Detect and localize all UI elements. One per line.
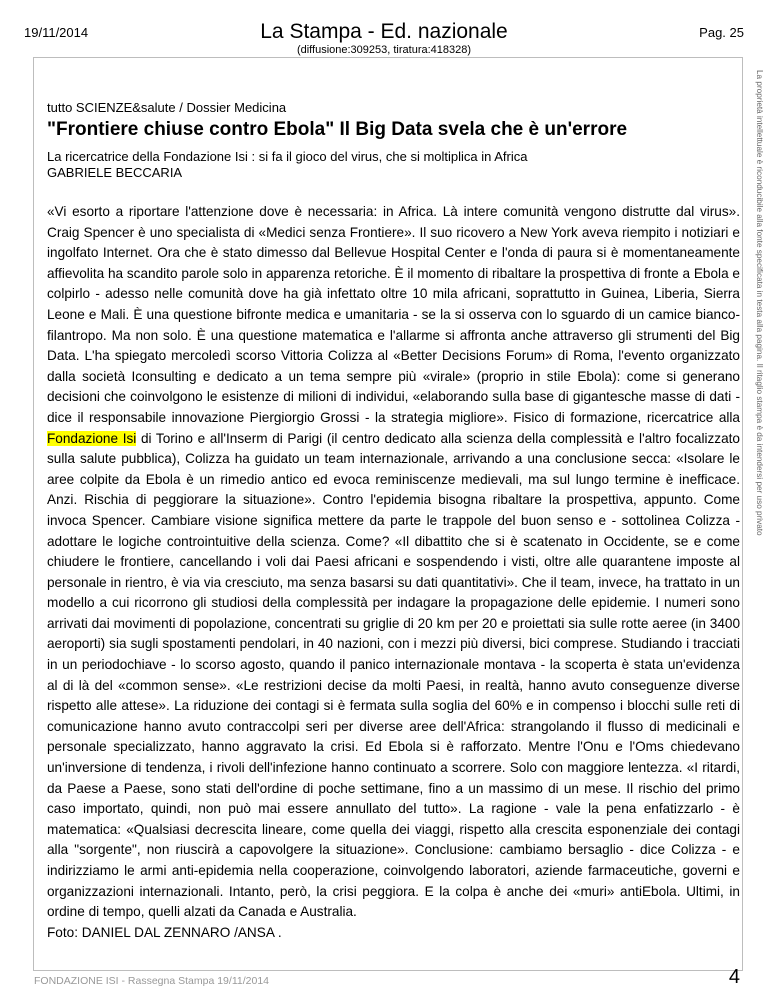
article-body (47, 202, 740, 923)
article-headline: "Frontiere chiuse contro Ebola" Il Big Data svela che è un'errore (47, 119, 628, 140)
circulation-info: (diffusione:309253, tiratura:418328) (296, 44, 472, 56)
copyright-side-note-text: La proprietà intellettuale è riconducibile alla fonte specificata in testa alla pagina. Il ritaglio stampa è da intendersi per uso privato (755, 70, 764, 536)
header-date: 19/11/2014 (24, 25, 89, 40)
photo-credit: Foto: DANIEL DAL ZENNARO /ANSA . (47, 924, 282, 940)
footer-text: FONDAZIONE ISI - Rassegna Stampa 19/11/2014 (34, 975, 269, 987)
page-number: 4 (728, 966, 740, 988)
section-label: tutto SCIENZE&salute / Dossier Medicina (47, 100, 287, 115)
header-page: Pag. 25 (699, 25, 744, 40)
article-author: GABRIELE BECCARIA (47, 165, 183, 180)
body-text-part-1: «Vi esorto a riportare l'attenzione dove è necessaria: in Africa. Là intere comunità vengono distrutte dal virus». Craig Spencer è uno specialista di «Medici senza Frontiere». Il suo ricovero a New York aveva riempito i notiziari e ingolfato Internet. Ora che è stato dimesso dal Bellevue Hospital Center e l'onda di paura si è momentaneamente affievolita ha scandito parole solo in apparenza retoriche. È il momento di ribaltare la prospettiva di fronte a Ebola e colpirlo - adesso nelle comunità dove ha già infettato oltre 10 mila africani, soprattutto in Guinea, Liberia, Sierra Leone e Mali. È una questione bifronte medica e umanitaria - se la si osserva con lo sguardo di un camice bianco-filantropo. Ma non solo. È una questione matematica e l'allarme si affronta anche attraverso gli strumenti del Big Data. L'ha spiegato mercoledì scorso Vittoria Colizza al «Better Decisions Forum» di Roma, l'evento organizzato dalla società Iconsulting e dedicato a un tema sempre più «virale» (proprio in stile Ebola): come si generano decisioni che coinvolgono le esistenze di milioni di individui, «elaborando sulla base di gigantesche masse di dati - dice il responsabile innovazione Piergiorgio Grossi - la strategia migliore». Fisico di formazione, ricercatrice alla (47, 204, 740, 425)
article-subtitle: La ricercatrice della Fondazione Isi : si fa il gioco del virus, che si moltiplica in Africa (47, 149, 528, 164)
body-text-part-2: di Torino e all'Inserm di Parigi (il centro dedicato alla scienza della complessità e l'altro focalizzato sulla salute pubblica), Colizza ha guidato un team internazionale, arrivando a una conclusione secca: «Isolare le aree colpite da Ebola è un rimedio antico ed evoca reminiscenze medievali, ma sul lungo termine è inefficace. Anzi. Rischia di peggiorare la situazione». Contro l'epidemia bisogna ribaltare la prospettiva, appunto. Come invoca Spencer. Cambiare visione significa mettere da parte le trappole del buon senso e - sottolinea Colizza - adottare le logiche controintuitive della scienza. Come? «Il dibattito che si è scatenato in Occidente, se e come chiudere le frontiere, cancellando i voli dai Paesi africani e sospendendo i visti, oltre alle quarantene imposte al personale in rientro, è via via cresciuto, ma senza basarsi su dati quantitativi». Che il team, invece, ha trattato in un modello a cui ricorrono gli studiosi della complessità per indagare la propagazione delle epidemie. I numeri sono arrivati dai movimenti di popolazione, concentrati su griglie di 20 km per 20 e proiettati sia sulle rotte aeree (in 3400 aeroporti) sia sugli spostamenti pendolari, in 40 nazioni, con i mezzi più diversi, bici comprese. Studiando i tracciati in un periodochiave - lo scorso agosto, quando il panico internazionale montava - la scoperta è stata un'evidenza al di là del «common sense». «Le restrizioni decise da molti Paesi, in realtà, hanno avuto conseguenze diverse rispetto alle attese». La riduzione dei contagi si è fermata sulla soglia del 60% e in compenso i blocchi sulle reti di comunicazione hanno avuto contraccolpi seri per diverse aree dell'Africa: strangolando il flusso di medicinali e personale specializzato, hanno aggravato la crisi. Ed Ebola si è rafforzato. Mentre l'Onu e l'Oms chiedevano un'inversione di tendenza, i rivoli dell'infezione hanno continuato a scorrere. Solo con maggiore lentezza. «I ritardi, da Paese a Paese, sono stati dell'ordine di poche settimane, fino a un massimo di un mese. Il rischio del primo caso importato, quindi, non può mai essere annullato del tutto». La ragione - vale la pena enfatizzarlo - è matematica: «Qualsiasi decrescita lineare, come quella dei viaggi, rispetto alla crescita esponenziale dei contagi alla "sorgente", non riuscirà a capovolgere la situazione». Conclusione: cambiamo bersaglio - dice Colizza - e indirizziamo le armi anti-epidemia nella cooperazione, coinvolgendo laboratori, aziende farmaceutiche, governi e organizzazioni internazionali. Intanto, però, la crisi peggiora. E la colpa è anche dei «muri» antiEbola. Ultimi, in ordine di tempo, quelli alzati da Canada e Australia. (47, 430, 740, 920)
article (47, 100, 740, 943)
highlighted-keyword: Fondazione Isi (47, 430, 137, 446)
copyright-side-note (750, 70, 764, 960)
publication-title: La Stampa - Ed. nazionale (260, 20, 508, 43)
